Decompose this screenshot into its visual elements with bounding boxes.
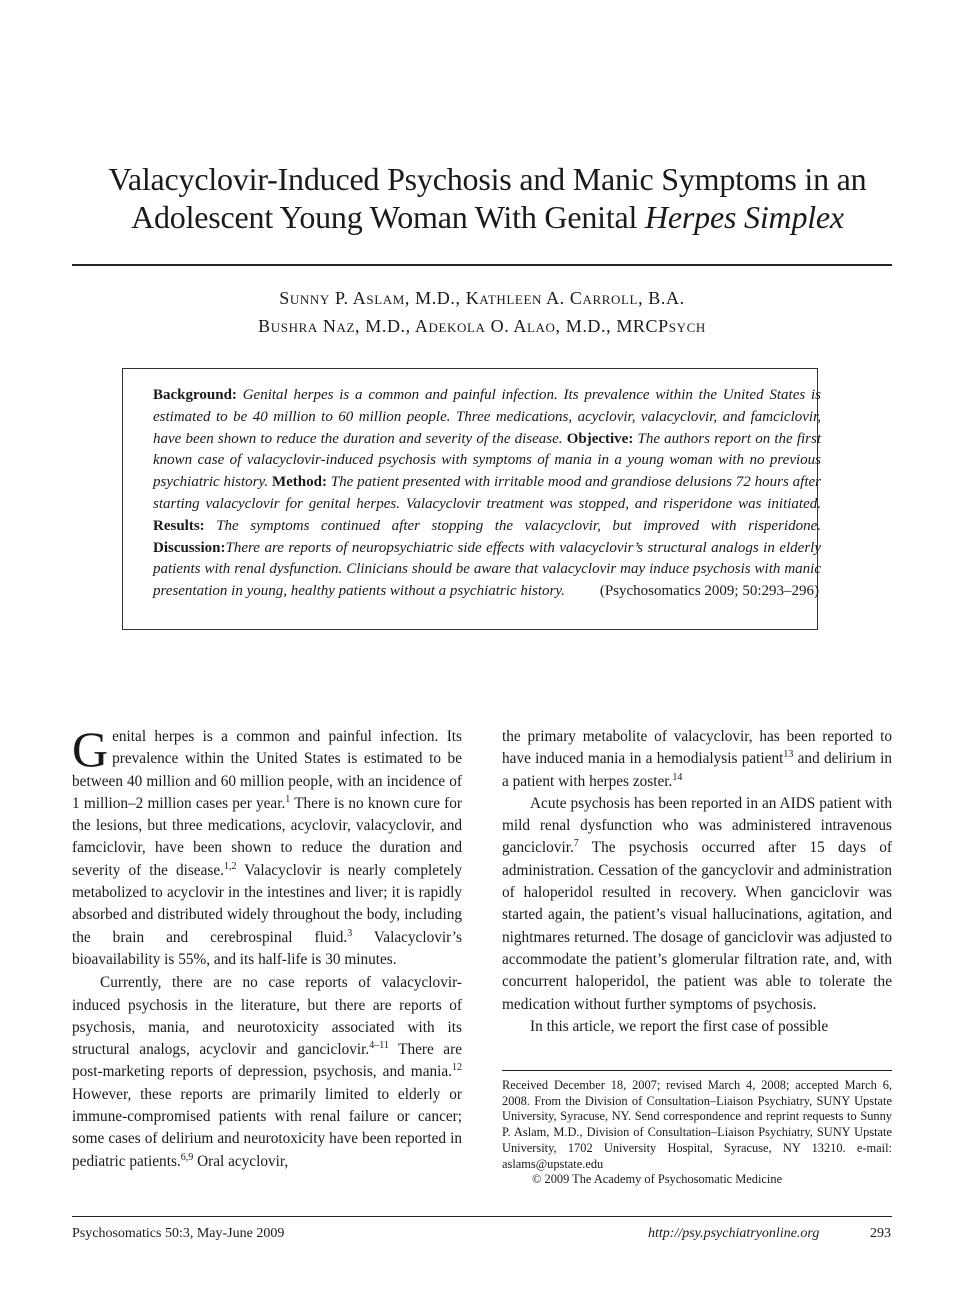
author-line-2: Bushra Naz, M.D., Adekola O. Alao, M.D., MRCPsych <box>258 316 706 336</box>
title-italic-term: Herpes Simplex <box>645 199 844 235</box>
citation-ref: 1,2 <box>223 860 237 872</box>
drop-cap: G <box>72 721 109 777</box>
abstract-discussion-text: There are reports of neuropsychiatric side effects with valacyclovir’s structural analogs in elderly patients with renal dysfunction. Clinicians should be aware that valacyclovir may induce psychosis with manic presentation in young, healthy patients without a psychiatric history. <box>153 539 821 600</box>
body-paragraph <box>72 721 463 971</box>
citation-ref: 13 <box>783 749 794 761</box>
abstract-text <box>153 385 821 603</box>
footnote-received: Received December 18, 2007; revised March 4, 2008; accepted March 6, 2008. From the Division of Consultation–Liaison Psychiatry, SUNY Upstate University, Syracuse, NY. Send correspondence and reprint requests to Sunny P. Aslam, M.D., Division of Consultation–Liaison Psychiatry, SUNY Upstate University, 1702 University Hospital, Syracuse, NY 13210. e-mail: aslams@upstate.edu <box>502 1078 892 1171</box>
abstract-objective-text: The authors report on the first known case of valacyclovir-induced psychosis with symptoms of mania in a young woman with no previous psychiatric history. <box>153 430 821 491</box>
article-title <box>60 160 915 236</box>
title-line-2: Adolescent Young Woman With Genital <box>131 199 646 235</box>
abstract-results-text: The symptoms continued after stopping the valacyclovir, but improved with risperidone. <box>204 517 821 534</box>
body-text: However, these reports are primarily limited to elderly or immune-compromised patients with renal failure or cancer; some cases of delirium and neurotoxicity have been reported in pediatric patients. <box>72 1085 462 1170</box>
citation-ref: 3 <box>347 927 353 939</box>
citation-ref: 4–11 <box>369 1040 389 1052</box>
author-list <box>72 284 892 340</box>
body-text: and delirium in a patient with herpes zoster. <box>502 750 892 790</box>
abstract-discussion-label: Discussion: <box>153 539 226 556</box>
citation-ref: 7 <box>573 838 579 850</box>
body-text: There is no known cure for the lesions, but three medications, acyclovir, valacyclovir, and famciclovir, have been shown to reduce the duration and severity of the disease. <box>72 794 462 879</box>
body-text: Oral acyclovir, <box>193 1152 289 1170</box>
body-paragraph <box>72 972 462 1173</box>
footnote-copyright: © 2009 The Academy of Psychosomatic Medicine <box>532 1172 783 1187</box>
footer-divider <box>72 1216 892 1217</box>
abstract-citation: (Psychosomatics 2009; 50:293–296) <box>599 583 819 600</box>
title-line-1: Valacyclovir-Induced Psychosis and Manic Symptoms in an <box>108 161 867 197</box>
abstract-box <box>122 368 821 630</box>
footer-journal: Psychosomatics 50:3, May-June 2009 <box>72 1226 285 1241</box>
abstract-method-text: The patient presented with irritable mood and grandiose delusions 72 hours after starting valacyclovir for genital herpes. Valacyclovir treatment was stopped, and risperidone was initiated. <box>153 474 821 512</box>
title-divider <box>72 264 892 266</box>
citation-ref: 14 <box>672 771 683 783</box>
abstract-background-text: Genital herpes is a common and painful infection. Its prevalence within the United States is estimated to be 40 million to 60 million people. Three medications, acyclovir, valacyclovir, and famciclovir, have been shown to reduce the duration and severity of the disease. <box>153 387 821 447</box>
footnote <box>502 1078 892 1188</box>
body-text: There are post-marketing reports of depression, psychosis, and mania. <box>72 1041 462 1081</box>
footer-url[interactable]: http://psy.psychiatryonline.org <box>648 1226 820 1241</box>
body-column-right <box>502 726 892 1038</box>
body-paragraph: In this article, we report the first case of possible <box>530 1017 829 1035</box>
body-text: enital herpes is a common and painful infection. Its prevalence within the United States is estimated to be between 40 million and 60 million people, with an incidence of 1 million–2 million cases per year. <box>72 728 462 812</box>
footnote-divider <box>502 1070 892 1071</box>
author-line-1: Sunny P. Aslam, M.D., Kathleen A. Carroll, B.A. <box>279 288 685 308</box>
page-number: 293 <box>870 1226 891 1241</box>
body-paragraph <box>502 726 892 793</box>
body-column-left <box>72 721 463 1173</box>
body-text: the primary metabolite of valacyclovir, has been reported to have induced mania in a hemodialysis patient <box>502 728 892 768</box>
body-text: The psychosis occurred after 15 days of administration. Cessation of the gancyclovir and administration of haloperidol resulted in recovery. When ganciclovir was started again, the patient’s visual hallucinations, agitation, and nightmares returned. The dosage of ganciclovir was adjusted to accommodate the patient’s glomerular filtration rate, and, with concurrent haloperidol, the patient was able to tolerate the medication without further symptoms of psychosis. <box>502 839 892 1013</box>
citation-ref: 6,9 <box>180 1151 194 1163</box>
body-text: Valacyclovir’s bioavailability is 55%, and its half-life is 30 minutes. <box>72 928 463 968</box>
body-paragraph <box>502 793 892 1016</box>
abstract-objective-label: Objective: <box>566 430 634 447</box>
abstract-results-label: Results: <box>153 517 205 534</box>
body-text: Currently, there are no case reports of valacyclovir-induced psychosis in the literature, but there are reports of psychosis, mania, and neurotoxicity associated with its structural analogs, acyclovir and ganciclovir. <box>72 974 462 1059</box>
body-text: Valacyclovir is nearly completely metabolized to acyclovir in the intestines and liver; it is rapidly absorbed and distributed widely throughout the body, including the brain and cerebrospinal fluid. <box>72 861 462 946</box>
abstract-method-label: Method: <box>271 474 327 491</box>
citation-ref: 12 <box>452 1062 462 1074</box>
body-text: Acute psychosis has been reported in an AIDS patient with mild renal dysfunction who was administered intravenous ganciclovir. <box>502 794 892 857</box>
citation-ref: 1 <box>285 793 291 805</box>
abstract-background-label: Background: <box>153 387 237 403</box>
